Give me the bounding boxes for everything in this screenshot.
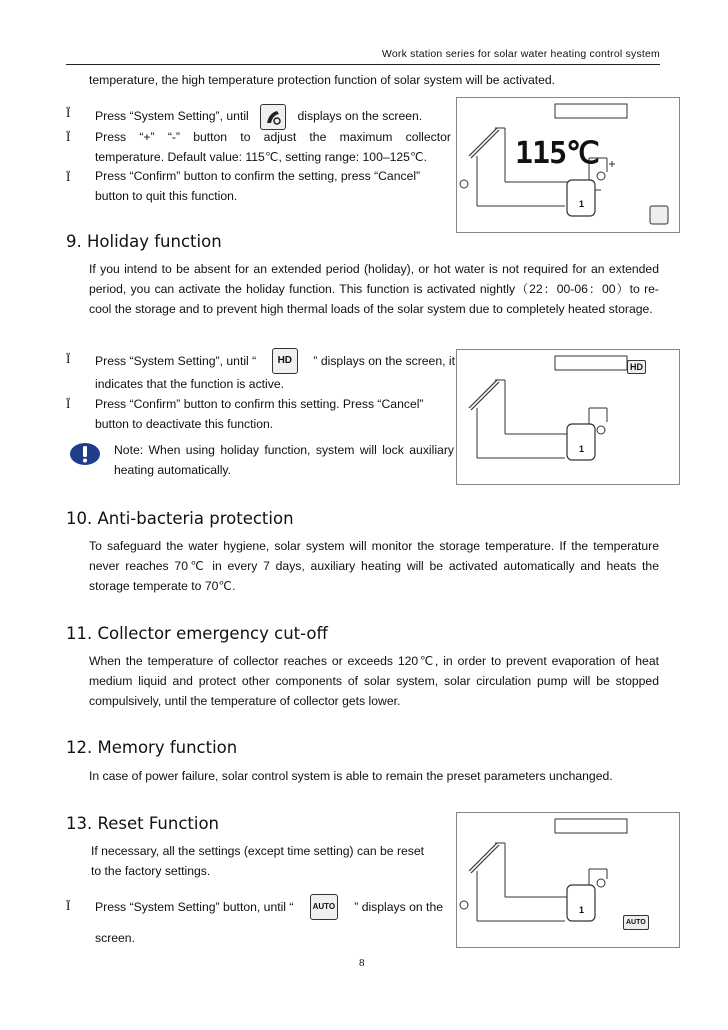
tank-number: 1 — [579, 905, 585, 915]
section-heading-collector: 11. Collector emergency cut-off — [66, 624, 328, 643]
step-text: displays on the screen. — [297, 109, 423, 124]
bullet-marker: Ï — [66, 169, 71, 184]
tank-number: 1 — [579, 444, 585, 454]
step-text: Press “System Setting” button, until “ — [95, 900, 294, 914]
paragraph-line: If necessary, all the settings (except time setting) can be reset — [91, 844, 425, 858]
paragraph-line: to the factory settings. — [91, 864, 211, 878]
step-text: Press “Confirm” button to confirm this setting. Press “Cancel” — [95, 397, 424, 411]
controller-display-panel — [456, 349, 680, 485]
holiday-status-icon: HD — [627, 360, 646, 374]
memory-paragraph: In case of power failure, solar control system is able to remain the preset parameters unchanged. — [89, 769, 613, 783]
warning-icon — [68, 441, 102, 472]
max-temp-step-2 — [95, 127, 451, 167]
step-text: temperature. Default value: 115℃, setting range: 100–125℃. — [95, 150, 428, 164]
step-text: button to deactivate this function. — [95, 417, 274, 431]
holiday-step-1 — [95, 348, 455, 394]
holiday-step-2 — [95, 394, 455, 434]
max-temp-step-3 — [95, 166, 455, 206]
step-text: Press “System Setting”, until — [95, 109, 249, 124]
reset-paragraph — [91, 841, 461, 881]
auto-status-icon: AUTO — [623, 915, 649, 930]
step-text: Press “Confirm” button to confirm the setting, press “Cancel” — [95, 169, 421, 183]
controller-display-panel — [456, 97, 680, 233]
bullet-marker: Ï — [66, 396, 71, 411]
section-heading-antibacteria: 10. Anti-bacteria protection — [66, 509, 294, 528]
bullet-marker: Ï — [66, 129, 71, 144]
step-text: screen. — [95, 931, 135, 945]
step-text: button to quit this function. — [95, 189, 238, 203]
auto-icon: AUTO — [310, 894, 338, 920]
section-heading-holiday: 9. Holiday function — [66, 232, 222, 251]
section-heading-memory: 12. Memory function — [66, 738, 238, 757]
step-text: ” displays on the — [354, 900, 443, 914]
step-text: Press “+” “-” button to adjust the maximum collector — [95, 130, 451, 144]
running-header: Work station series for solar water heating control system — [381, 48, 660, 60]
page-number: 8 — [359, 957, 365, 969]
reset-step-1 — [95, 894, 443, 948]
temperature-readout: 115℃ — [515, 136, 599, 171]
tank-number: 1 — [579, 199, 585, 209]
controller-display-panel — [456, 812, 680, 948]
continued-paragraph: temperature, the high temperature protection function of solar system will be activated. — [89, 73, 556, 87]
antibacteria-paragraph: To safeguard the water hygiene, solar system will monitor the storage temperature. If the temperature never reaches 70℃ in every 7 days, auxiliary heating will be activated automatically and heats the storage temperate to 70℃. — [89, 539, 659, 593]
step-text: indicates that the function is active. — [95, 377, 285, 391]
section-heading-reset: 13. Reset Function — [66, 814, 220, 833]
holiday-icon: HD — [272, 348, 298, 374]
header-rule — [66, 64, 660, 65]
bullet-marker: Ï — [66, 898, 71, 913]
holiday-note: Note: When using holiday function, system will lock auxiliary heating automatically. — [114, 443, 454, 477]
holiday-paragraph: If you intend to be absent for an extended period (holiday), or hot water is not required for an extended period, you can activate the holiday function. This function is activated nightly（22：00-06：00）to re-cool the storage and to prevent high thermal loads of the solar system due to completely heated storage. — [89, 262, 659, 316]
bullet-marker: Ï — [66, 351, 71, 366]
collector-paragraph: When the temperature of collector reaches or exceeds 120℃, in order to prevent evaporation of heat medium liquid and protect other components of solar system, solar circulation pump will be stopped compulsively, until the temperature of collector gets lower. — [89, 654, 659, 708]
bullet-marker: Ï — [66, 105, 71, 120]
step-text: ” displays on the screen, it — [313, 354, 455, 368]
step-text: Press “System Setting”, until “ — [95, 354, 257, 368]
